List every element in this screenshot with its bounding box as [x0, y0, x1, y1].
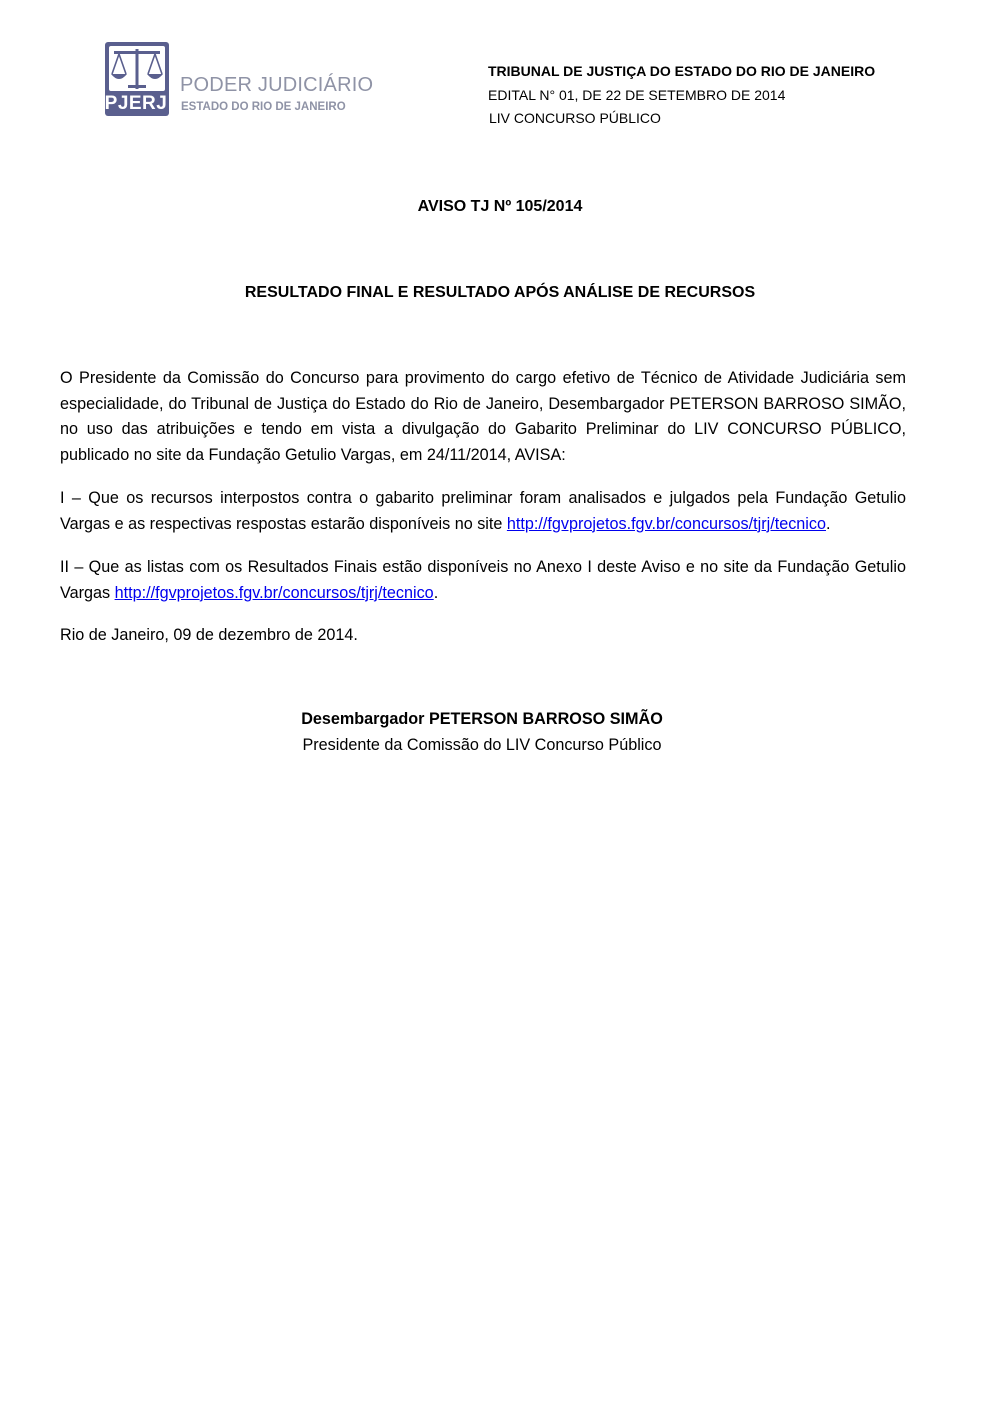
item-1-text: I – Que os recursos interpostos contra o gabarito preliminar foram analisados e julgados pela Fundação Getulio Vargas e as respectivas respostas estarão disponíveis no site	[60, 489, 906, 533]
document-header	[488, 60, 875, 131]
signatory-role: Presidente da Comissão do LIV Concurso Público	[302, 736, 662, 754]
logo-subtitle: ESTADO DO RIO DE JANEIRO	[181, 101, 346, 113]
item-2-paragraph	[60, 555, 906, 606]
edital-line: EDITAL N° 01, DE 22 DE SETEMBRO DE 2014	[488, 86, 786, 103]
item-2-link[interactable]: http://fgvprojetos.fgv.br/concursos/tjrj/tecnico	[114, 583, 434, 602]
pjerj-logo	[104, 41, 374, 121]
court-name: TRIBUNAL DE JUSTIÇA DO ESTADO DO RIO DE JANEIRO	[488, 63, 876, 79]
notice-title: AVISO TJ Nº 105/2014	[417, 198, 583, 215]
contest-line: LIV CONCURSO PÚBLICO	[489, 110, 661, 126]
item-1-end: .	[825, 514, 831, 533]
item-1-paragraph	[60, 486, 906, 537]
logo-title: PODER JUDICIÁRIO	[180, 74, 374, 96]
item-2-text: II – Que as listas com os Resultados Finais estão disponíveis no Anexo I deste Aviso e no site da Fundação Getulio Vargas	[60, 558, 906, 602]
item-1-link[interactable]: http://fgvprojetos.fgv.br/concursos/tjrj/tecnico	[506, 514, 826, 533]
subject-title: RESULTADO FINAL E RESULTADO APÓS ANÁLISE DE RECURSOS	[244, 284, 756, 301]
intro-paragraph: O Presidente da Comissão do Concurso para provimento do cargo efetivo de Técnico de Atividade Judiciária sem especialidade, do Tribunal de Justiça do Estado do Rio de Janeiro, Desembargador PETERSON BARROSO SIMÃO, no uso das atribuições e tendo em vista a divulgação do Gabarito Preliminar do LIV CONCURSO PÚBLICO, publicado no site da Fundação Getulio Vargas, em 24/11/2014, AVISA:	[60, 369, 906, 464]
place-date: Rio de Janeiro, 09 de dezembro de 2014.	[60, 626, 358, 644]
item-2-end: .	[433, 583, 439, 602]
signatory-name: Desembargador PETERSON BARROSO SIMÃO	[301, 710, 663, 728]
logo-acronym: PJERJ	[104, 93, 168, 114]
